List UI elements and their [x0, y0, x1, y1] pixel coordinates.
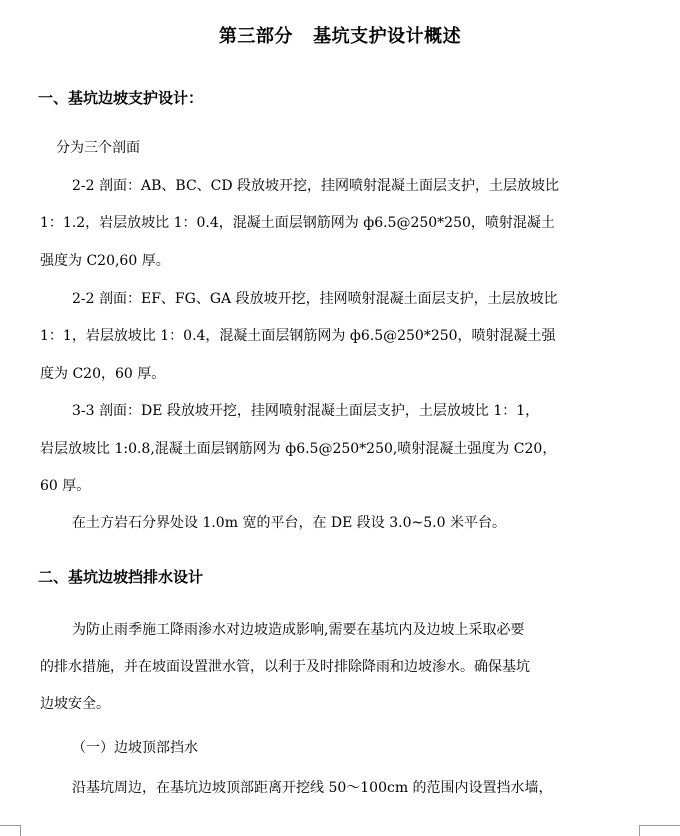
paragraph-line: 沿基坑周边，在基坑边坡顶部距离开挖线 50～100cm 的范围内设置挡水墙，	[72, 780, 553, 796]
paragraph-line: 的排水措施，并在坡面设置泄水管，以利于及时排除降雨和边坡渗水。确保基坑	[40, 659, 530, 675]
paragraph-line: 1：1.2，岩层放坡比 1：0.4，混凝土面层钢筋网为 ф6.5@250*250，喷射混凝土	[40, 215, 555, 231]
paragraph-line: 2-2 剖面：AB、BC、CD 段放坡开挖，挂网喷射混凝土面层支护，土层放坡比	[72, 178, 560, 194]
paragraph-line: 岩层放坡比 1:0.8,混凝土面层钢筋网为 ф6.5@250*250,喷射混凝土强度为 C20，	[40, 441, 557, 457]
paragraph-line: 边坡安全。	[40, 696, 110, 712]
page-title: 第三部分 基坑支护设计概述	[218, 26, 462, 47]
paragraph-line: 在土方岩石分界处设 1.0m 宽的平台，在 DE 段设 3.0~5.0 米平台。	[72, 515, 506, 531]
subsection-heading: （一）边坡顶部挡水	[72, 740, 198, 756]
section-heading-drainage: 二、基坑边坡挡排水设计	[38, 568, 204, 586]
paragraph-line: 2-2 剖面：EF、FG、GA 段放坡开挖，挂网喷射混凝土面层支护，土层放坡比	[72, 291, 558, 307]
section-heading-support: 一、基坑边坡支护设计：	[38, 89, 204, 107]
paragraph-line: 60 厚。	[40, 478, 91, 494]
paragraph-line: 为防止雨季施工降雨渗水对边坡造成影响,需要在基坑内及边坡上采取必要	[72, 622, 525, 638]
page-corner-mark-left	[0, 825, 21, 836]
section-intro: 分为三个剖面	[56, 140, 140, 156]
paragraph-line: 1：1，岩层放坡比 1：0.4，混凝土面层钢筋网为 ф6.5@250*250，喷射混凝土强	[40, 328, 556, 344]
paragraph-line: 3-3 剖面：DE 段放坡开挖，挂网喷射混凝土面层支护，土层放坡比 1：1，	[72, 403, 540, 419]
page-corner-mark-right	[639, 825, 680, 836]
paragraph-line: 强度为 C20,60 厚。	[40, 253, 170, 269]
paragraph-line: 度为 C20，60 厚。	[40, 366, 166, 382]
